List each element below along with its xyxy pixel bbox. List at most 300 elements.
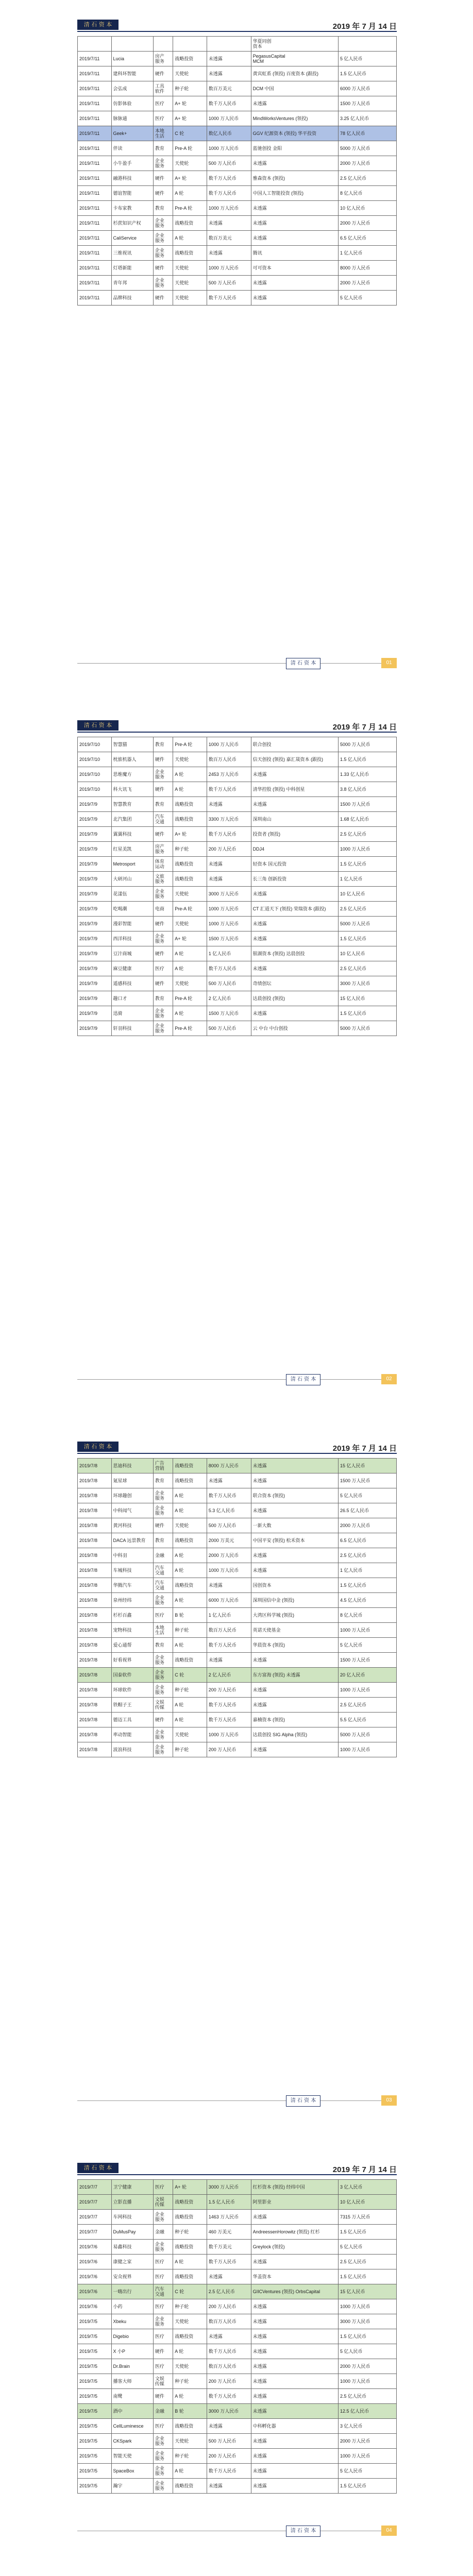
- company-cell: SpaceBox: [111, 2464, 153, 2479]
- company-cell: Digebio: [111, 2329, 153, 2344]
- round-cell: 种子轮: [173, 842, 207, 857]
- sector-cell: 医疗: [153, 111, 173, 126]
- date-cell: 2019/7/8: [78, 1668, 112, 1683]
- sector-cell: 硬件: [153, 827, 173, 842]
- amount-cell: 数百万人民币: [207, 2359, 251, 2374]
- amount-cell: 未透露: [207, 1578, 251, 1593]
- date-cell: 2019/7/11: [78, 186, 112, 201]
- round-cell: Pre-A 轮: [173, 991, 207, 1006]
- company-cell: 科大讯飞: [111, 782, 153, 797]
- table-row: [78, 291, 397, 306]
- round-cell: 天使轮: [173, 752, 207, 767]
- company-cell: 智能天使: [111, 2449, 153, 2464]
- table-row: [78, 767, 397, 782]
- round-cell: 种子轮: [173, 81, 207, 96]
- sector-cell: 文娱 传媒: [153, 2195, 173, 2210]
- valuation-cell: 1 亿人民币: [338, 872, 396, 887]
- date-cell: 2019/7/8: [78, 1683, 112, 1698]
- table-row: [78, 1713, 397, 1727]
- company-cell: 杉杉百鑫: [111, 1608, 153, 1623]
- company-cell: 智慧猫: [111, 737, 153, 752]
- investor-cell: 达晨创投 (领投): [251, 991, 338, 1006]
- valuation-cell: 6.5 亿人民币: [338, 1533, 396, 1548]
- valuation-cell: 6000 万人民币: [338, 81, 396, 96]
- footer-logo: 清 石 资 本: [286, 658, 320, 669]
- amount-cell: 数千万人民币: [207, 961, 251, 976]
- sector-cell: 企业 服务: [153, 276, 173, 291]
- sector-cell: 企业 服务: [153, 931, 173, 946]
- amount-cell: 数亿人民币: [207, 126, 251, 141]
- investor-cell: 未透露: [251, 2449, 338, 2464]
- round-cell: 战略投资: [173, 872, 207, 887]
- company-cell: 品牌科技: [111, 291, 153, 306]
- company-cell: 环球软件: [111, 1683, 153, 1698]
- amount-cell: 1000 万人民币: [207, 902, 251, 917]
- company-cell: 易鑫科技: [111, 2240, 153, 2255]
- table-row: [78, 961, 397, 976]
- valuation-cell: 3 亿人民币: [338, 2180, 396, 2195]
- sector-cell: 硬件: [153, 2344, 173, 2359]
- amount-cell: 数千万人民币: [207, 827, 251, 842]
- amount-cell: 数千万人民币: [207, 782, 251, 797]
- valuation-cell: [338, 37, 396, 52]
- company-cell: 轩羽科技: [111, 1021, 153, 1036]
- company-cell: 中科羽: [111, 1548, 153, 1563]
- sector-cell: 金融: [153, 2404, 173, 2419]
- valuation-cell: 5 亿人民币: [338, 1488, 396, 1503]
- round-cell: A 轮: [173, 1548, 207, 1563]
- round-cell: C 轮: [173, 1668, 207, 1683]
- valuation-cell: 1500 万人民币: [338, 1653, 396, 1668]
- investor-cell: GIICVentures (领投) OrbsCapital: [251, 2284, 338, 2299]
- company-cell: 迅骑: [111, 1006, 153, 1021]
- amount-cell: 数百万美元: [207, 231, 251, 246]
- valuation-cell: 1500 万人民币: [338, 797, 396, 812]
- company-cell: DuMusPay: [111, 2225, 153, 2240]
- table-row: [78, 1473, 397, 1488]
- sector-cell: 企业 服务: [153, 2240, 173, 2255]
- valuation-cell: 2000 万人民币: [338, 276, 396, 291]
- table-row: [78, 2464, 397, 2479]
- date-cell: 2019/7/11: [78, 261, 112, 276]
- valuation-cell: 4.5 亿人民币: [338, 1593, 396, 1608]
- amount-cell: 1000 万人民币: [207, 111, 251, 126]
- round-cell: A 轮: [173, 782, 207, 797]
- round-cell: 战略投资: [173, 857, 207, 872]
- investor-cell: 腾讯: [251, 246, 338, 261]
- table-row: [78, 991, 397, 1006]
- valuation-cell: 1000 万人民币: [338, 1683, 396, 1698]
- date-cell: 2019/7/11: [78, 156, 112, 171]
- table-row: [78, 1653, 397, 1668]
- company-cell: 铁帽子王: [111, 1698, 153, 1713]
- valuation-cell: 3.25 亿人民币: [338, 111, 396, 126]
- amount-cell: 500 万人民币: [207, 1518, 251, 1533]
- sector-cell: 硬件: [153, 1518, 173, 1533]
- company-cell: 波浪科技: [111, 1742, 153, 1757]
- valuation-cell: 1500 万人民币: [338, 96, 396, 111]
- round-cell: A 轮: [173, 2344, 207, 2359]
- amount-cell: 2.5 亿人民币: [207, 2284, 251, 2299]
- date-cell: 2019/7/11: [78, 171, 112, 186]
- investor-cell: 未透露: [251, 291, 338, 306]
- round-cell: A 轮: [173, 1563, 207, 1578]
- company-cell: 安众视界: [111, 2269, 153, 2284]
- valuation-cell: 1000 万人民币: [338, 1623, 396, 1638]
- financing-table: [77, 2179, 397, 2494]
- valuation-cell: 1000 万人民币: [338, 2374, 396, 2389]
- valuation-cell: 15 亿人民币: [338, 991, 396, 1006]
- date-cell: 2019/7/10: [78, 782, 112, 797]
- valuation-cell: 10 亿人民币: [338, 201, 396, 216]
- table-row: [78, 1459, 397, 1473]
- investor-cell: 未透露: [251, 1742, 338, 1757]
- investor-cell: 未透露: [251, 1563, 338, 1578]
- valuation-cell: 5000 万人民币: [338, 1021, 396, 1036]
- sector-cell: 企业 服务: [153, 1021, 173, 1036]
- company-cell: 融港科技: [111, 171, 153, 186]
- round-cell: A+ 轮: [173, 96, 207, 111]
- investor-cell: PegasusCapital MCM: [251, 52, 338, 66]
- sector-cell: 硬件: [153, 1713, 173, 1727]
- valuation-cell: 26.5 亿人民币: [338, 1503, 396, 1518]
- amount-cell: 500 万人民币: [207, 276, 251, 291]
- investor-cell: 未透露: [251, 1698, 338, 1713]
- investor-cell: 国创资本: [251, 1578, 338, 1593]
- investor-cell: 未透露: [251, 767, 338, 782]
- financing-table: [77, 737, 397, 1036]
- date-cell: 2019/7/8: [78, 1653, 112, 1668]
- table-row: [78, 782, 397, 797]
- sector-cell: 硬件: [153, 171, 173, 186]
- company-cell: 瀚宇: [111, 2479, 153, 2494]
- company-cell: 小药: [111, 2299, 153, 2314]
- round-cell: 天使轮: [173, 156, 207, 171]
- table-row: [78, 96, 397, 111]
- amount-cell: 数千万人民币: [207, 1713, 251, 1727]
- report-date: 2019 年 7 月 14 日: [332, 2165, 397, 2174]
- table-row: [78, 1006, 397, 1021]
- table-row: [78, 81, 397, 96]
- round-cell: 战略投资: [173, 216, 207, 231]
- date-cell: 2019/7/9: [78, 931, 112, 946]
- valuation-cell: 5 亿人民币: [338, 291, 396, 306]
- amount-cell: 数千万人民币: [207, 2344, 251, 2359]
- company-cell: 思迪科技: [111, 1459, 153, 1473]
- date-cell: 2019/7/6: [78, 2284, 112, 2299]
- investor-cell: 云 中台 中台创投: [251, 1021, 338, 1036]
- date-cell: 2019/7/9: [78, 827, 112, 842]
- table-row: [78, 2299, 397, 2314]
- header-divider: [77, 1453, 397, 1454]
- valuation-cell: 1000 万人民币: [338, 2299, 396, 2314]
- date-cell: 2019/7/5: [78, 2329, 112, 2344]
- table-row: [78, 2404, 397, 2419]
- investor-cell: 未透露: [251, 1653, 338, 1668]
- round-cell: 天使轮: [173, 66, 207, 81]
- company-cell: 三维视讯: [111, 246, 153, 261]
- page-footer: [77, 2524, 397, 2540]
- valuation-cell: 2000 万人民币: [338, 156, 396, 171]
- sector-cell: 企业 服务: [153, 1668, 173, 1683]
- investor-cell: 红杉资本 (领投) 经纬中国: [251, 2180, 338, 2195]
- investor-cell: 轻资本 国元投资: [251, 857, 338, 872]
- table-row: [78, 1488, 397, 1503]
- round-cell: 战略投资: [173, 1653, 207, 1668]
- sector-cell: 文娱 传媒: [153, 1698, 173, 1713]
- date-cell: 2019/7/9: [78, 946, 112, 961]
- amount-cell: 未透露: [207, 246, 251, 261]
- investor-cell: 长三角 创新投资: [251, 872, 338, 887]
- amount-cell: 未透露: [207, 52, 251, 66]
- date-cell: 2019/7/8: [78, 1488, 112, 1503]
- sector-cell: 金融: [153, 2225, 173, 2240]
- round-cell: A 轮: [173, 231, 207, 246]
- sector-cell: 医疗: [153, 1608, 173, 1623]
- investor-cell: 蓝驰创投 金阳: [251, 141, 338, 156]
- date-cell: 2019/7/8: [78, 1473, 112, 1488]
- investor-cell: 未透露: [251, 961, 338, 976]
- company-cell: 北汽集团: [111, 812, 153, 827]
- date-cell: 2019/7/9: [78, 1006, 112, 1021]
- amount-cell: 数千万人民币: [207, 2464, 251, 2479]
- date-cell: 2019/7/11: [78, 276, 112, 291]
- round-cell: 战略投资: [173, 1473, 207, 1488]
- valuation-cell: 2.5 亿人民币: [338, 1548, 396, 1563]
- table-row: [78, 37, 397, 52]
- valuation-cell: 3000 万人民币: [338, 2314, 396, 2329]
- investor-cell: 联合资本 (领投): [251, 1488, 338, 1503]
- table-row: [78, 1623, 397, 1638]
- company-cell: 花漾伍: [111, 887, 153, 902]
- sector-cell: 企业 服务: [153, 156, 173, 171]
- company-cell: 环球趣创: [111, 1488, 153, 1503]
- investor-cell: 一新大数: [251, 1518, 338, 1533]
- sector-cell: 教育: [153, 1638, 173, 1653]
- valuation-cell: 12.5 亿人民币: [338, 2404, 396, 2419]
- company-cell: 脉脉通: [111, 111, 153, 126]
- round-cell: 天使轮: [173, 276, 207, 291]
- sector-cell: 医疗: [153, 2329, 173, 2344]
- report-page: [0, 5, 473, 675]
- company-cell: 黄河科技: [111, 1518, 153, 1533]
- amount-cell: 1000 万人民币: [207, 1727, 251, 1742]
- date-cell: 2019/7/5: [78, 2359, 112, 2374]
- valuation-cell: 2000 万人民币: [338, 1518, 396, 1533]
- amount-cell: 2000 万人民币: [207, 1548, 251, 1563]
- date-cell: 2019/7/11: [78, 231, 112, 246]
- sector-cell: 硬件: [153, 186, 173, 201]
- sector-cell: 企业 服务: [153, 2464, 173, 2479]
- date-cell: 2019/7/8: [78, 1518, 112, 1533]
- amount-cell: 1000 万人民币: [207, 201, 251, 216]
- investor-cell: 嘉楠资本 (领投): [251, 1713, 338, 1727]
- valuation-cell: 2.5 亿人民币: [338, 902, 396, 917]
- sector-cell: 医疗: [153, 2269, 173, 2284]
- sector-cell: 医疗: [153, 2255, 173, 2269]
- amount-cell: 1000 万人民币: [207, 917, 251, 931]
- sector-cell: 汽车 交通: [153, 1578, 173, 1593]
- valuation-cell: 3000 万人民币: [338, 976, 396, 991]
- round-cell: A+ 轮: [173, 827, 207, 842]
- company-cell: X 小P: [111, 2344, 153, 2359]
- amount-cell: 3000 万人民币: [207, 887, 251, 902]
- round-cell: 天使轮: [173, 291, 207, 306]
- round-cell: A 轮: [173, 1593, 207, 1608]
- round-cell: 天使轮: [173, 887, 207, 902]
- company-cell: 中科闻气: [111, 1503, 153, 1518]
- brand-logo: 清 石 资 本: [77, 720, 119, 731]
- company-cell: 车网科技: [111, 2210, 153, 2225]
- company-cell: 麻豆健康: [111, 961, 153, 976]
- date-cell: 2019/7/9: [78, 917, 112, 931]
- sector-cell: 硬件: [153, 946, 173, 961]
- company-cell: 西洋科技: [111, 931, 153, 946]
- company-cell: 翼翼科技: [111, 827, 153, 842]
- company-cell: 宠物科技: [111, 1623, 153, 1638]
- table-row: [78, 812, 397, 827]
- round-cell: A+ 轮: [173, 2180, 207, 2195]
- round-cell: 战略投资: [173, 2329, 207, 2344]
- investor-cell: 未透露: [251, 201, 338, 216]
- table-row: [78, 2434, 397, 2449]
- sector-cell: 企业 服务: [153, 2314, 173, 2329]
- brand-logo: 清 石 资 本: [77, 20, 119, 30]
- valuation-cell: 1000 万人民币: [338, 842, 396, 857]
- round-cell: 天使轮: [173, 2359, 207, 2374]
- table-row: [78, 1683, 397, 1698]
- company-cell: 立影直播: [111, 2195, 153, 2210]
- investor-cell: 联合创投: [251, 737, 338, 752]
- valuation-cell: 10 亿人民币: [338, 2195, 396, 2210]
- amount-cell: 数千万美元: [207, 2240, 251, 2255]
- valuation-cell: 6.5 亿人民币: [338, 231, 396, 246]
- sector-cell: 本地 生活: [153, 126, 173, 141]
- valuation-cell: 1.5 亿人民币: [338, 66, 396, 81]
- valuation-cell: 1.68 亿人民币: [338, 812, 396, 827]
- date-cell: 2019/7/10: [78, 737, 112, 752]
- investor-cell: 未透露: [251, 2434, 338, 2449]
- sector-cell: 电商: [153, 902, 173, 917]
- date-cell: 2019/7/9: [78, 887, 112, 902]
- round-cell: 战略投资: [173, 1578, 207, 1593]
- round-cell: B 轮: [173, 2404, 207, 2419]
- amount-cell: 3300 万人民币: [207, 812, 251, 827]
- valuation-cell: 1.5 亿人民币: [338, 2329, 396, 2344]
- round-cell: 战略投资: [173, 2479, 207, 2494]
- amount-cell: 3000 万人民币: [207, 2180, 251, 2195]
- amount-cell: 数千万人民币: [207, 2389, 251, 2404]
- investor-cell: 未透露: [251, 276, 338, 291]
- investor-cell: 未透露: [251, 2359, 338, 2374]
- table-row: [78, 111, 397, 126]
- investor-cell: Greylock (领投): [251, 2240, 338, 2255]
- company-cell: 仿影体验: [111, 96, 153, 111]
- date-cell: 2019/7/5: [78, 2314, 112, 2329]
- investor-cell: 英诺天使基金: [251, 1623, 338, 1638]
- round-cell: Pre-A 轮: [173, 902, 207, 917]
- round-cell: C 轮: [173, 2284, 207, 2299]
- sector-cell: 企业 服务: [153, 1488, 173, 1503]
- table-row: [78, 2314, 397, 2329]
- round-cell: Pre-A 轮: [173, 141, 207, 156]
- sector-cell: 汽车 交通: [153, 1563, 173, 1578]
- date-cell: 2019/7/9: [78, 842, 112, 857]
- sector-cell: 教育: [153, 737, 173, 752]
- round-cell: 天使轮: [173, 976, 207, 991]
- date-cell: 2019/7/8: [78, 1578, 112, 1593]
- amount-cell: 1000 万人民币: [207, 261, 251, 276]
- round-cell: A+ 轮: [173, 111, 207, 126]
- report-date: 2019 年 7 月 14 日: [332, 22, 397, 31]
- table-row: [78, 2389, 397, 2404]
- valuation-cell: 2.5 亿人民币: [338, 827, 396, 842]
- brand-logo: 清 石 资 本: [77, 2163, 119, 2173]
- sector-cell: [153, 37, 173, 52]
- valuation-cell: 1 亿人民币: [338, 246, 396, 261]
- amount-cell: 未透露: [207, 2419, 251, 2434]
- sector-cell: 企业 服务: [153, 887, 173, 902]
- valuation-cell: 1.5 亿人民币: [338, 931, 396, 946]
- company-cell: 酒中: [111, 2404, 153, 2419]
- date-cell: 2019/7/6: [78, 2255, 112, 2269]
- round-cell: A 轮: [173, 2255, 207, 2269]
- investor-cell: 未透露: [251, 931, 338, 946]
- date-cell: 2019/7/11: [78, 81, 112, 96]
- investor-cell: 未透露: [251, 1548, 338, 1563]
- table-row: [78, 887, 397, 902]
- round-cell: 种子轮: [173, 1623, 207, 1638]
- investor-cell: 未透露: [251, 1683, 338, 1698]
- amount-cell: 500 万人民币: [207, 2434, 251, 2449]
- page-header: [77, 711, 397, 732]
- company-cell: CaliService: [111, 231, 153, 246]
- table-row: [78, 201, 397, 216]
- investor-cell: AndreessenHorowitz (领投) 红杉: [251, 2225, 338, 2240]
- company-cell: 好看视界: [111, 1653, 153, 1668]
- table-row: [78, 261, 397, 276]
- valuation-cell: 20 亿人民币: [338, 1668, 396, 1683]
- date-cell: 2019/7/8: [78, 1593, 112, 1608]
- valuation-cell: 5000 万人民币: [338, 141, 396, 156]
- company-cell: 康健之家: [111, 2255, 153, 2269]
- table-row: [78, 1593, 397, 1608]
- valuation-cell: 5 亿人民币: [338, 52, 396, 66]
- round-cell: A 轮: [173, 1006, 207, 1021]
- header-divider: [77, 31, 397, 32]
- table-row: [78, 1563, 397, 1578]
- amount-cell: 2453 万人民币: [207, 767, 251, 782]
- table-row: [78, 2374, 397, 2389]
- investor-cell: 信天创投 (领投) 嘉汇晟资本 (跟投): [251, 752, 338, 767]
- date-cell: 2019/7/7: [78, 2180, 112, 2195]
- round-cell: 种子轮: [173, 2299, 207, 2314]
- header-divider: [77, 2174, 397, 2175]
- company-cell: 泉州经纬: [111, 1593, 153, 1608]
- investor-cell: 投资者 (领投): [251, 827, 338, 842]
- amount-cell: 1500 万人民币: [207, 1006, 251, 1021]
- investor-cell: 清华控股 (领投) 中科创星: [251, 782, 338, 797]
- round-cell: 战略投资: [173, 812, 207, 827]
- valuation-cell: 2.5 亿人民币: [338, 2389, 396, 2404]
- amount-cell: 未透露: [207, 1653, 251, 1668]
- investor-cell: 未透露: [251, 216, 338, 231]
- amount-cell: 数千万人民币: [207, 96, 251, 111]
- company-cell: 国泰软件: [111, 1668, 153, 1683]
- table-row: [78, 1503, 397, 1518]
- table-row: [78, 2240, 397, 2255]
- date-cell: 2019/7/11: [78, 141, 112, 156]
